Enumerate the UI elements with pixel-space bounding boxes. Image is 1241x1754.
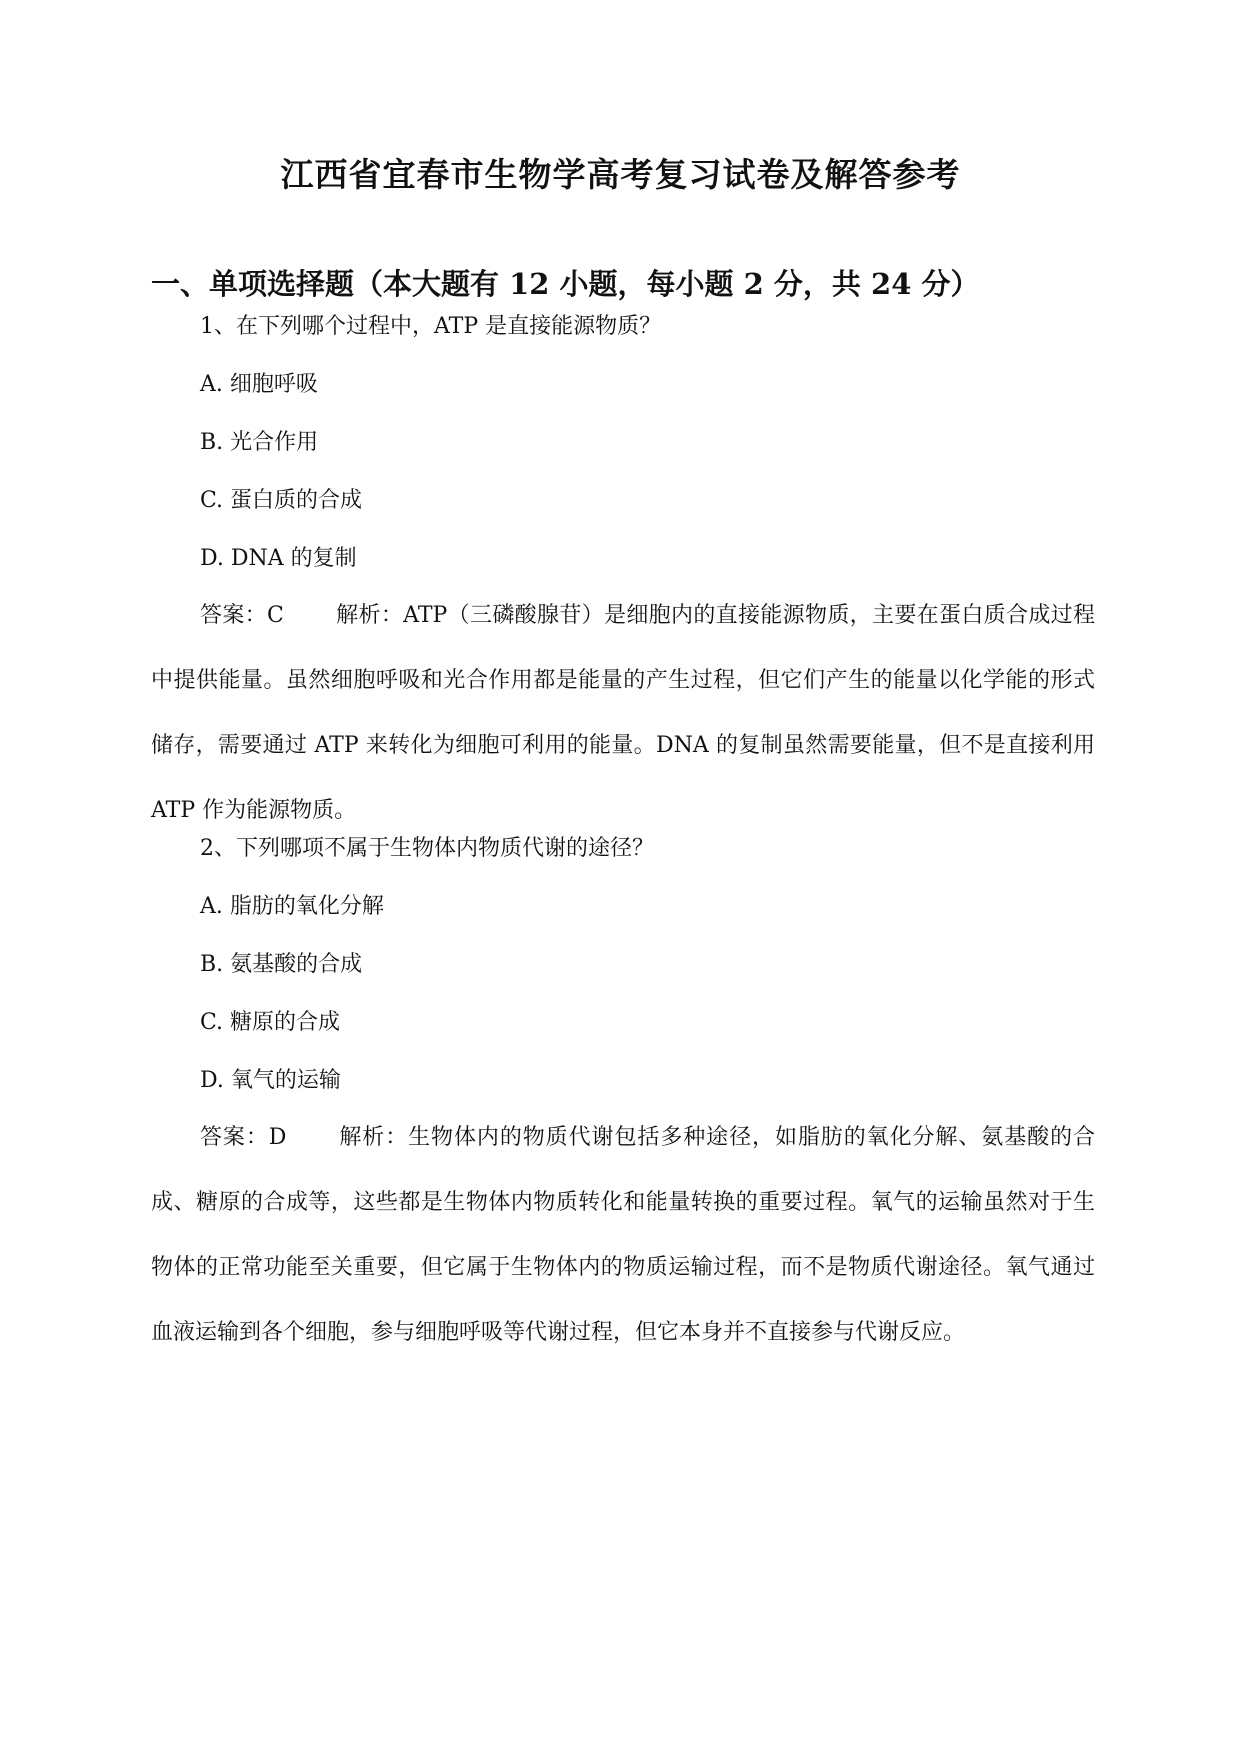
question-2-analysis: 解析：生物体内的物质代谢包括多种途径，如脂肪的氧化分解、氨基酸的合成、糖原的合成等，这些都是生物体内物质转化和能量转换的重要过程。氧气的运输虽然对于生物体的正常功能至关重要，但它属于生物体内的物质运输过程，而不是物质代谢途径。氧气通过血液运输到各个细胞，参与细胞呼吸等代谢过程，但它本身并不直接参与代谢反应。 [151, 1125, 1095, 1345]
question-2-answer: 答案：D [200, 1125, 287, 1150]
document-title: 江西省宜春市生物学高考复习试卷及解答参考 [280, 155, 961, 194]
question-2-answer-block [151, 1105, 1095, 1365]
question-1-option-c: C. 蛋白质的合成 [200, 488, 363, 513]
question-2-option-c: C. 糖原的合成 [200, 1010, 341, 1035]
question-2-stem: 2、下列哪项不属于生物体内物质代谢的途径？ [200, 836, 654, 861]
question-2-option-d: D. 氧气的运输 [200, 1068, 341, 1093]
question-1-option-b: B. 光合作用 [200, 430, 319, 455]
question-2-option-b: B. 氨基酸的合成 [200, 952, 363, 977]
question-1-option-a: A. 细胞呼吸 [200, 372, 318, 397]
question-2-option-a: A. 脂肪的氧化分解 [200, 894, 384, 919]
question-1-answer-block [151, 583, 1095, 843]
question-1-analysis: 解析：ATP（三磷酸腺苷）是细胞内的直接能源物质，主要在蛋白质合成过程中提供能量。虽然细胞呼吸和光合作用都是能量的产生过程，但它们产生的能量以化学能的形式储存，需要通过 ATP 来转化为细胞可利用的能量。DNA 的复制虽然需要能量，但不是直接利用 ATP 作为能源物质。 [151, 603, 1095, 823]
question-1-option-d: D. DNA 的复制 [200, 546, 357, 571]
question-1-stem: 1、在下列哪个过程中，ATP 是直接能源物质？ [200, 314, 662, 339]
question-1-answer: 答案：C [200, 603, 284, 628]
section-heading: 一、单项选择题（本大题有 12 小题，每小题 2 分，共 24 分） [151, 267, 980, 301]
